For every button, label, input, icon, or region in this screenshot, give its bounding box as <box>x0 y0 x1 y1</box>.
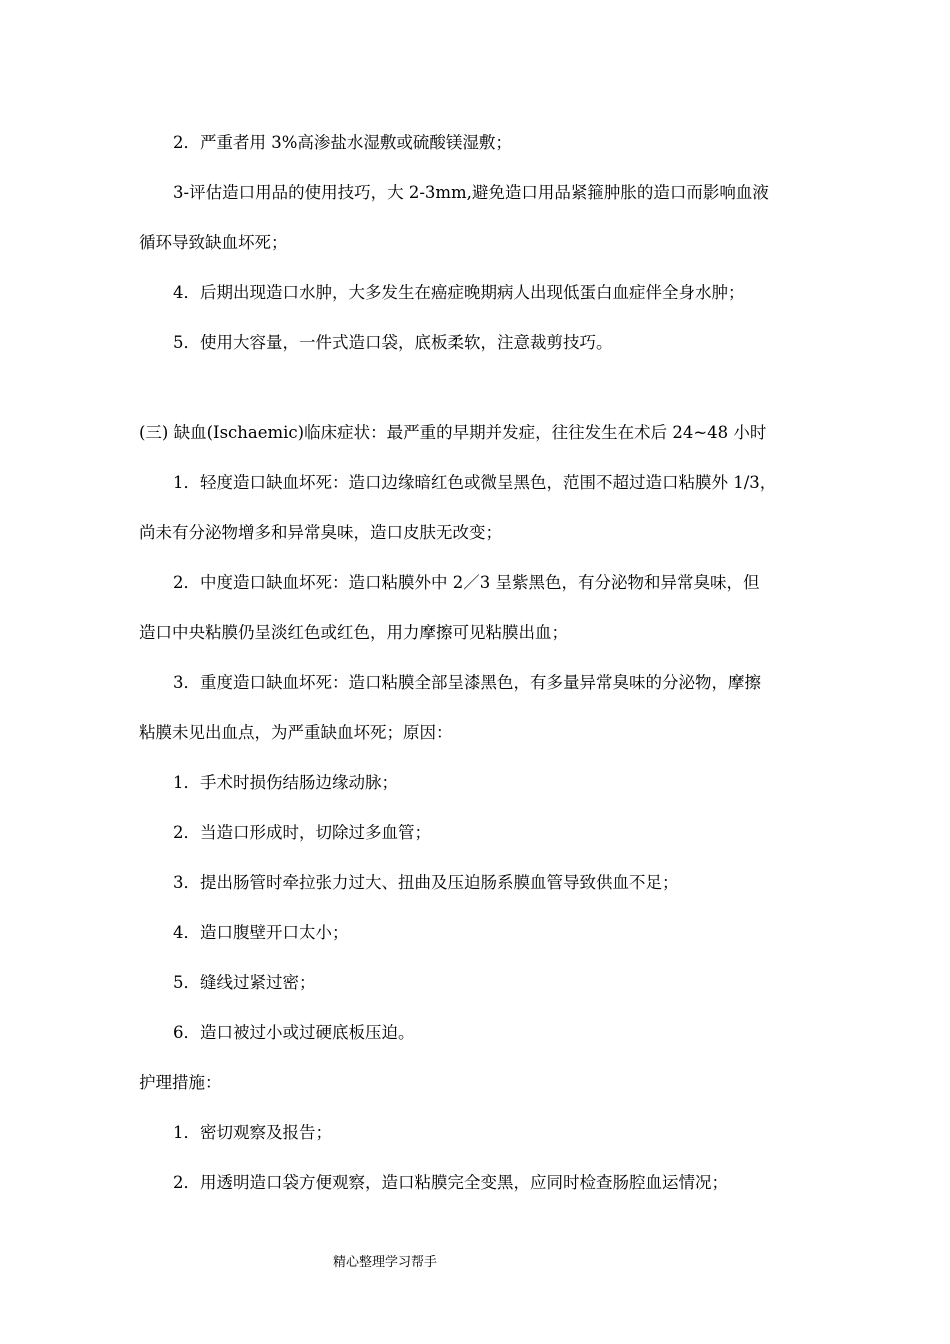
cause-item: 3．提出肠管时牵拉张力过大、扭曲及压迫肠系膜血管导致供血不足； <box>173 873 679 892</box>
cause-item: 1．手术时损伤结肠边缘动脉； <box>173 773 398 792</box>
section-heading: (三) 缺血(Ischaemic)临床症状：最严重的早期并发症，往往发生在术后 24~48 小时 <box>139 423 767 442</box>
paragraph-line: 4．后期出现造口水肿，大多发生在癌症晚期病人出现低蛋白血症伴全身水肿； <box>173 283 745 302</box>
paragraph-line: 循环导致缺血坏死； <box>139 233 288 252</box>
paragraph-line: 2．严重者用 3%高渗盐水湿敷或硫酸镁湿敷； <box>173 133 512 152</box>
symptom-line: 2．中度造口缺血坏死：造口粘膜外中 2／3 呈紫黑色，有分泌物和异常臭味，但 <box>173 573 760 592</box>
symptom-line: 3．重度造口缺血坏死：造口粘膜全部呈漆黑色，有多量异常臭味的分泌物，摩擦 <box>173 673 761 692</box>
page-footer: 精心整理学习帮手 <box>332 1255 437 1270</box>
nursing-item: 2．用透明造口袋方便观察，造口粘膜完全变黑，应同时检查肠腔血运情况； <box>173 1173 728 1192</box>
symptom-line: 造口中央粘膜仍呈淡红色或红色，用力摩擦可见粘膜出血； <box>139 623 568 642</box>
symptom-line: 尚未有分泌物增多和异常臭味，造口皮肤无改变； <box>139 523 502 542</box>
cause-item: 4．造口腹壁开口太小； <box>173 923 349 942</box>
symptom-line: 1．轻度造口缺血坏死：造口边缘暗红色或微呈黑色，范围不超过造口粘膜外 1/3， <box>173 473 777 492</box>
cause-item: 6．造口被过小或过硬底板压迫。 <box>173 1023 415 1042</box>
paragraph-line: 5．使用大容量，一件式造口袋，底板柔软，注意裁剪技巧。 <box>173 333 613 352</box>
paragraph-line: 3-评估造口用品的使用技巧，大 2-3mm,避免造口用品紧箍肿胀的造口而影响血液 <box>173 183 769 202</box>
symptom-line: 粘膜未见出血点，为严重缺血坏死；原因： <box>139 723 453 742</box>
section-gap <box>139 368 829 408</box>
cause-item: 2．当造口形成时，切除过多血管； <box>173 823 431 842</box>
nursing-item: 1．密切观察及报告； <box>173 1123 332 1142</box>
cause-item: 5．缝线过紧过密； <box>173 973 316 992</box>
nursing-heading: 护理措施： <box>139 1073 222 1092</box>
document-body <box>139 118 829 1208</box>
